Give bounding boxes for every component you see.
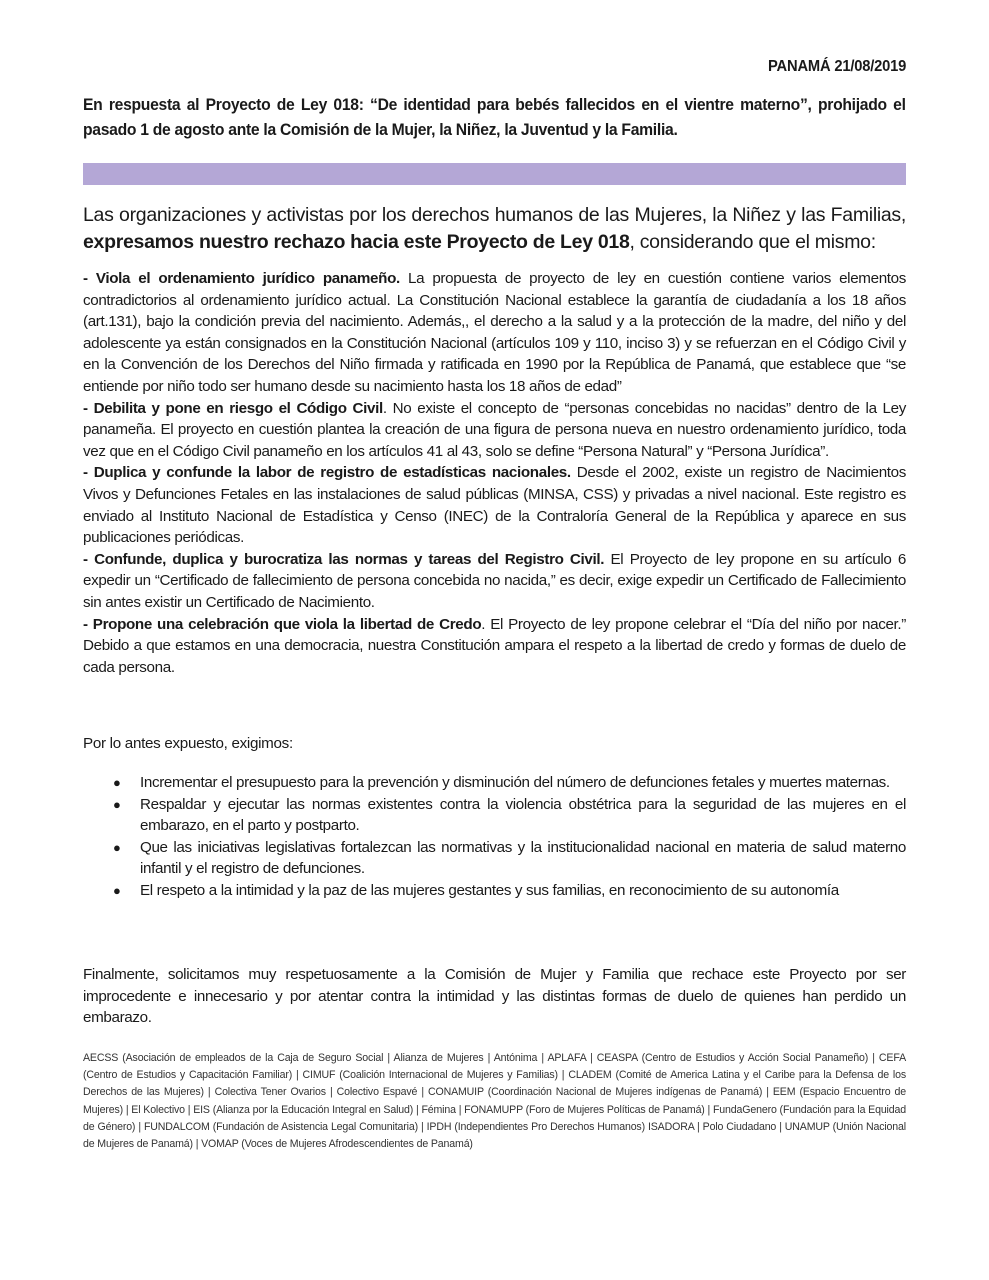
intro-text-2: , considerando que el mismo:	[629, 231, 876, 253]
point-text: . El Proyecto de ley propone celebrar el “Día del niño por nacer.” Debido a que estamos en una democracia, nuestra Constitución ampara el respeto a la libertad de credo y formas de duelo de cada persona.	[83, 615, 906, 676]
point-heading: - Viola el ordenamiento jurídico panameño.	[83, 270, 400, 287]
closing-paragraph: Finalmente, solicitamos muy respetuosamente a la Comisión de Mujer y Familia que rechace este Proyecto por ser improcedente e innecesario y por atentar contra la intimidad y las distintas formas de duelo de quienes han perdido un embarazo.	[83, 966, 906, 1027]
bullet-icon: ●	[113, 796, 121, 812]
intro-paragraph	[83, 202, 906, 256]
point-text: La propuesta de proyecto de ley en cuestión contiene varios elementos contradictorios al ordenamiento jurídico actual. La Constitución Nacional establece la garantía de ciudadanía a los 18 años (art.131), bajo la condición previa del nacimiento. Además,, el derecho a la salud y a la protección de la madre, del niño y del adolescente ya están consignados en la Constitución Nacional (artículos 109 y 110, inciso 3) y se refuerzan en el Código Civil y en la Convención de los Derechos del Niño firmada y ratificada en 1990 por la República de Panamá, que establece que “se entiende por niño todo ser humano desde su nacimiento hasta los 18 años de edad”	[83, 270, 906, 395]
point-heading: - Debilita y pone en riesgo el Código Civil	[83, 399, 383, 417]
point-text: . No existe el concepto de “personas concebidas no nacidas” dentro de la Ley panameña. El proyecto en cuestión plantea la creación de una figura de persona nueva en nuestro ordenamiento jurídico, toda vez que en el Código Civil panameño en los artículos 41 al 43, solo se define “Persona Natural” y “Persona Jurídica”.	[83, 399, 906, 460]
point-item	[83, 549, 906, 614]
intro-text-1: Las organizaciones y activistas por los derechos humanos de las Mujeres, la Niñez y las Familias,	[83, 204, 906, 226]
point-heading: - Duplica y confunde la labor de registro de estadísticas nacionales.	[83, 464, 571, 482]
point-item	[83, 614, 906, 679]
intro-bold-statement: expresamos nuestro rechazo hacia este Proyecto de Ley 018	[83, 231, 630, 253]
point-text: El Proyecto de ley propone en su artículo 6 expedir un “Certificado de fallecimiento de persona concebida no nacida,” es decir, exige expedir un Certificado de Fallecimiento sin antes existir un Certificado de Nacimiento.	[83, 550, 906, 611]
bullet-icon: ●	[113, 882, 121, 898]
document-date: PANAMÁ 21/08/2019	[767, 58, 906, 75]
point-heading: - Propone una celebración que viola la libertad de Credo	[83, 615, 482, 633]
demand-text: El respeto a la intimidad y la paz de las mujeres gestantes y sus familias, en reconocimiento de su autonomía	[140, 881, 839, 899]
signatory-organizations: AECSS (Asociación de empleados de la Caja de Seguro Social | Alianza de Mujeres | Antónima | APLAFA | CEASPA (Centro de Estudios y Acción Social Panameño) | CEFA (Centro de Estudios y Capacitación Familiar) | CIMUF (Coalición Internacional de Mujeres y Familias) | CLADEM (Comité de America Latina y el Caribe para la Defensa de los Derechos de las Mujeres) | Colectiva Tener Ovarios | Colectivo Espavé | CONAMUIP (Coordinación Nacional de Mujeres indígenas de Panamá) | EEM (Espacio Encuentro de Mujeres) | El Kolectivo | EIS (Alianza por la Educación Integral en Salud) | Fémina | FONAMUPP (Foro de Mujeres Políticas de Panamá) | FundaGenero (Fundación para la Equidad de Género) | FUNDALCOM (Fundación de Asistencia Legal Comunitaria) | IPDH (Independientes Pro Derechos Humanos) ISADORA | Polo Ciudadano | UNAMUP (Unión Nacional de Mujeres de Panamá) | VOMAP (Voces de Mujeres Afrodescendientes de Panamá)	[83, 1052, 906, 1151]
demand-text: Que las iniciativas legislativas fortalezcan las normativas y la institucionalidad nacional en materia de salud materno infantil y el registro de defunciones.	[140, 838, 906, 878]
bullet-icon: ●	[113, 839, 121, 855]
demand-item	[83, 837, 906, 880]
demand-item	[83, 880, 906, 902]
point-item	[83, 268, 906, 398]
demand-text: Respaldar y ejecutar las normas existentes contra la violencia obstétrica para la seguridad de las mujeres en el embarazo, en el parto y postparto.	[140, 795, 906, 835]
point-text: Desde el 2002, existe un registro de Nacimientos Vivos y Defunciones Fetales en las instalaciones de salud públicas (MINSA, CSS) y privadas a nivel nacional. Este registro es enviado al Instituto Nacional de Estadística y Censo (INEC) de la Contraloría General de la República y aparece en sus publicaciones periódicas.	[83, 464, 907, 547]
demand-text: Incrementar el presupuesto para la prevención y disminución del número de defunciones fetales y muertes maternas.	[140, 774, 890, 791]
demands-list	[83, 772, 906, 902]
point-heading: - Confunde, duplica y burocratiza las normas y tareas del Registro Civil.	[83, 550, 605, 568]
point-item	[83, 398, 906, 463]
demand-item	[83, 794, 906, 837]
demands-lead: Por lo antes expuesto, exigimos:	[83, 735, 293, 752]
demand-item	[83, 772, 906, 794]
bullet-icon: ●	[113, 775, 121, 790]
points-section	[83, 268, 906, 678]
document-header: En respuesta al Proyecto de Ley 018: “De identidad para bebés fallecidos en el vientre materno”, prohijado el pasado 1 de agosto ante la Comisión de la Mujer, la Niñez, la Juventud y la Familia.	[83, 96, 906, 139]
section-divider-bar	[83, 163, 906, 185]
point-item	[83, 462, 906, 548]
